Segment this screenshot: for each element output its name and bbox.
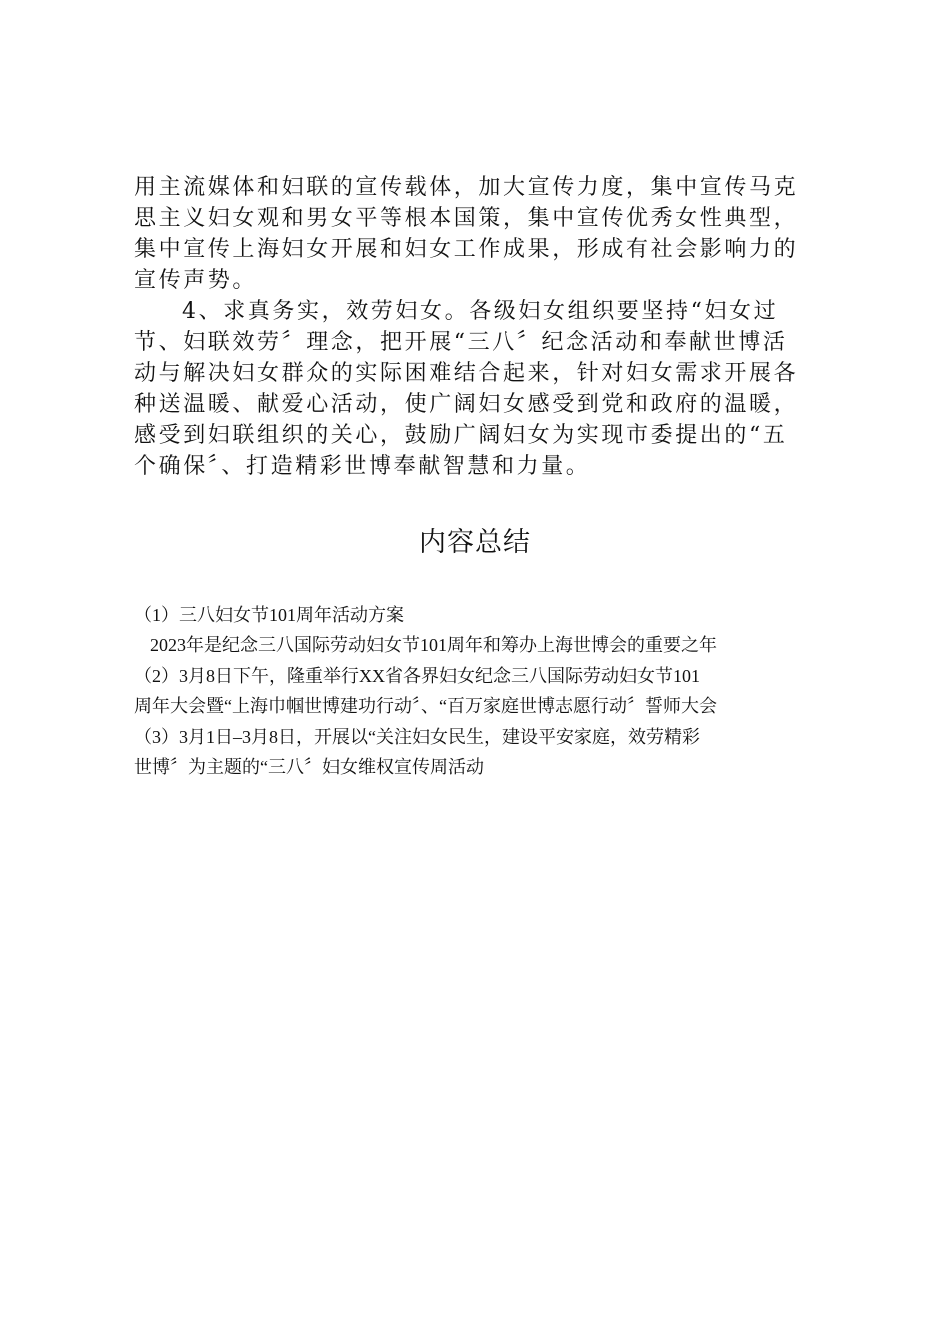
summary-line: 周年大会暨“上海巾帼世博建功行动〞、“百万家庭世博志愿行动〞誓师大会 <box>134 696 717 717</box>
body-line: 宣传声势。 <box>134 268 258 293</box>
summary-list <box>134 600 834 782</box>
body-line: 动与解决妇女群众的实际困难结合起来，针对妇女需求开展各 <box>134 361 799 386</box>
body-line: 用主流媒体和妇联的宣传载体，加大宣传力度，集中宣传马克 <box>134 175 799 200</box>
summary-line: （1）三八妇女节101周年活动方案 <box>134 605 404 625</box>
body-paragraphs <box>134 172 824 482</box>
body-line: 思主义妇女观和男女平等根本国策，集中宣传优秀女性典型， <box>134 206 799 231</box>
body-line: 种送温暖、献爱心活动，使广阔妇女感受到党和政府的温暖， <box>134 392 799 417</box>
body-line: 个确保〞、打造精彩世博奉献智慧和力量。 <box>134 454 591 479</box>
summary-line: （2）3月8日下午，隆重举行XX省各界妇女纪念三八国际劳动妇女节101 <box>134 665 700 686</box>
summary-heading: 内容总结 <box>419 527 531 558</box>
body-line: 集中宣传上海妇女开展和妇女工作成果，形成有社会影响力的 <box>134 237 799 262</box>
summary-line: 世博〞为主题的“三八〞妇女维权宣传周活动 <box>134 756 484 777</box>
summary-line: （3）3月1日–3月8日，开展以“关注妇女民生，建设平安家庭，效劳精彩 <box>134 726 700 747</box>
body-line: 感受到妇联组织的关心，鼓励广阔妇女为实现市委提出的“五 <box>134 423 788 448</box>
body-line: 节、妇联效劳〞理念，把开展“三八〞纪念活动和奉献世博活 <box>134 330 788 355</box>
summary-line: 2023年是纪念三八国际劳动妇女节101周年和筹办上海世博会的重要之年 <box>150 635 717 656</box>
body-line: 4、求真务实，效劳妇女。各级妇女组织要坚持“妇女过 <box>182 299 779 324</box>
